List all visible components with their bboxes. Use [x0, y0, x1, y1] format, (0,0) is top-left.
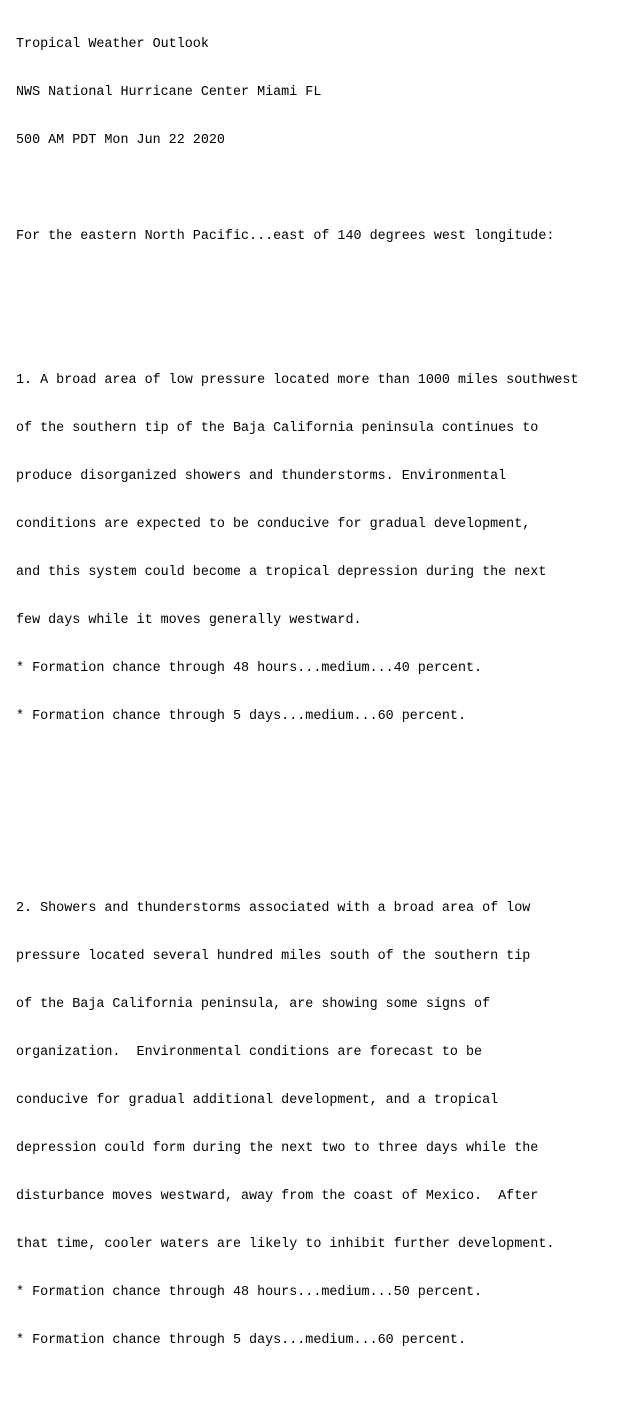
- region-intro: For the eastern North Pacific...east of 140 degrees west longitude:: [16, 229, 555, 244]
- formation-chance-48h: * Formation chance through 48 hours...medium...40 percent.: [16, 661, 483, 676]
- outlook-item-line: conducive for gradual additional development, and a tropical: [16, 1093, 499, 1108]
- outlook-item-line: few days while it moves generally westward.: [16, 613, 362, 628]
- outlook-item-line: 1. A broad area of low pressure located more than 1000 miles southwest: [16, 373, 579, 388]
- formation-chance-48h: * Formation chance through 48 hours...medium...50 percent.: [16, 1285, 483, 1300]
- outlook-item-line: disturbance moves westward, away from the coast of Mexico. After: [16, 1189, 539, 1204]
- outlook-item-line: and this system could become a tropical depression during the next: [16, 565, 547, 580]
- blank-line: [16, 805, 626, 821]
- blank-line: [16, 181, 626, 197]
- outlook-item-line: conditions are expected to be conducive for gradual development,: [16, 517, 531, 532]
- outlook-item-line: 2. Showers and thunderstorms associated with a broad area of low: [16, 901, 531, 916]
- outlook-item-line: produce disorganized showers and thunderstorms. Environmental: [16, 469, 507, 484]
- outlook-item-line: organization. Environmental conditions are forecast to be: [16, 1045, 483, 1060]
- outlook-item-1: [16, 341, 626, 757]
- bulletin-title: Tropical Weather Outlook: [16, 37, 209, 52]
- issue-time: 500 AM PDT Mon Jun 22 2020: [16, 133, 225, 148]
- outlook-item-line: that time, cooler waters are likely to inhibit further development.: [16, 1237, 555, 1252]
- outlook-item-line: pressure located several hundred miles south of the southern tip: [16, 949, 531, 964]
- issuing-office: NWS National Hurricane Center Miami FL: [16, 85, 322, 100]
- outlook-item-line: depression could form during the next two to three days while the: [16, 1141, 539, 1156]
- outlook-item-line: of the southern tip of the Baja California peninsula continues to: [16, 421, 539, 436]
- formation-chance-5d: * Formation chance through 5 days...medium...60 percent.: [16, 1333, 466, 1348]
- outlook-bulletin: [16, 5, 626, 1413]
- outlook-item-line: of the Baja California peninsula, are showing some signs of: [16, 997, 491, 1012]
- blank-line: [16, 277, 626, 293]
- formation-chance-5d: * Formation chance through 5 days...medium...60 percent.: [16, 709, 466, 724]
- outlook-item-2: [16, 869, 626, 1381]
